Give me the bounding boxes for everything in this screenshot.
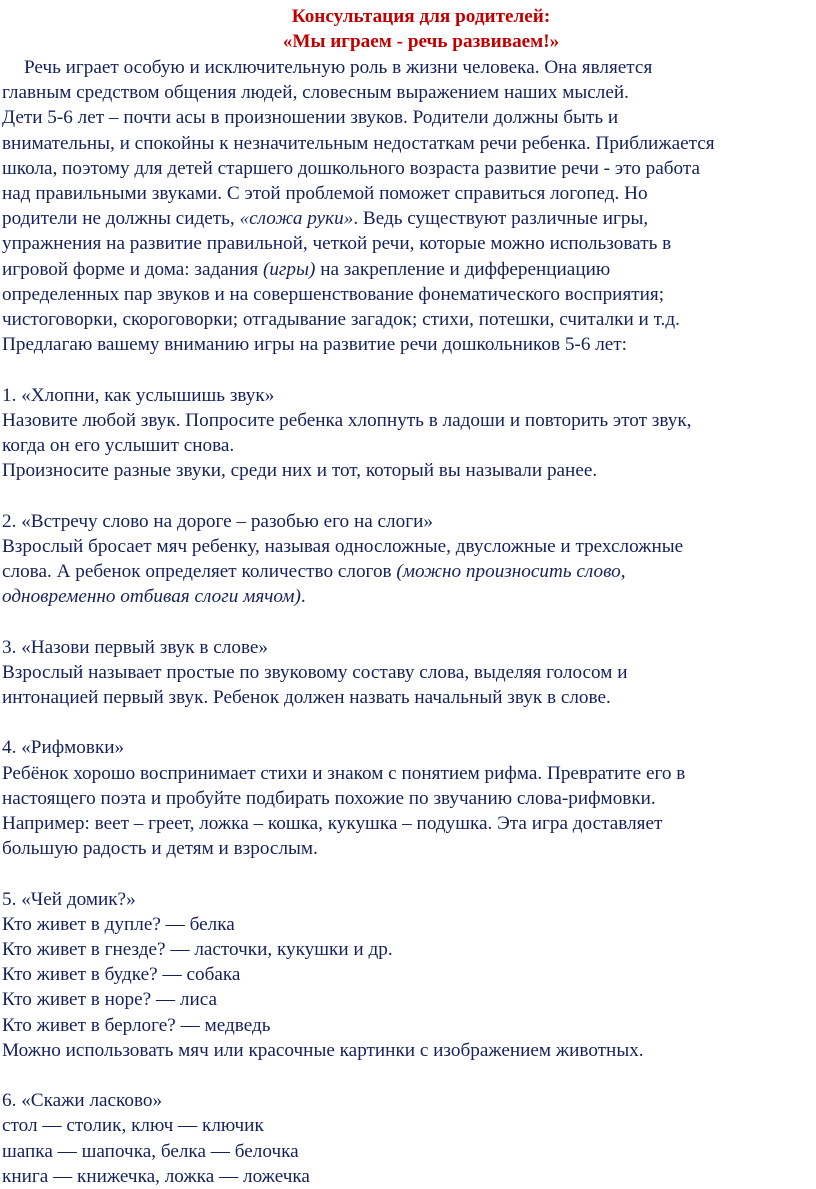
game-line: Можно использовать мяч или красочные картинки с изображением животных. bbox=[2, 1039, 644, 1061]
spacer bbox=[2, 357, 812, 382]
game-heading: 6. «Скажи ласково» bbox=[2, 1090, 163, 1112]
game-line bbox=[2, 559, 812, 584]
game-italic-note: (можно произносить слово, bbox=[396, 561, 626, 583]
intro-line: Предлагаю вашему вниманию игры на развитие речи дошкольников 5-6 лет: bbox=[2, 334, 628, 356]
game-line: Произносите разные звуки, среди них и тот, который вы называли ранее. bbox=[2, 460, 598, 482]
game-line: настоящего поэта и пробуйте подбирать похожие по звучанию слова-рифмовки. bbox=[2, 787, 656, 809]
game-heading: 4. «Рифмовки» bbox=[2, 737, 125, 759]
document-title bbox=[2, 4, 812, 54]
intro-line: Речь играет особую и исключительную роль в жизни человека. Она является bbox=[24, 57, 653, 78]
game-line: Взрослый бросает мяч ребенку, называя односложные, двусложные и трехсложные bbox=[2, 535, 684, 557]
intro-text: родители не должны сидеть, bbox=[2, 208, 240, 230]
spacer bbox=[2, 483, 812, 508]
game-text: слова. А ребенок определяет количество слогов bbox=[2, 561, 397, 583]
intro-line bbox=[2, 206, 812, 231]
game-heading: 2. «Встречу слово на дороге – разобью его на слоги» bbox=[2, 510, 433, 532]
game-line: Кто живет в гнезде? — ласточки, кукушки и др. bbox=[2, 939, 393, 961]
game-section-4 bbox=[2, 735, 812, 861]
game-line: шапка — шапочка, белка — белочка bbox=[2, 1140, 299, 1162]
game-line bbox=[2, 584, 812, 609]
intro-line: определенных пар звуков и на совершенствование фонематического восприятия; bbox=[2, 283, 665, 305]
intro-paragraph bbox=[2, 54, 812, 357]
game-line: Кто живет в берлоге? — медведь bbox=[2, 1014, 271, 1036]
intro-text: игровой форме и дома: задания bbox=[2, 258, 263, 280]
game-section-3 bbox=[2, 635, 812, 711]
intro-line: главным средством общения людей, словесным выражением наших мыслей. bbox=[2, 82, 629, 104]
intro-italic-phrase: «сложа руки» bbox=[239, 208, 354, 230]
intro-text: . Ведь существуют различные игры, bbox=[353, 208, 649, 230]
title-line-1: Консультация для родителей: bbox=[291, 6, 551, 27]
game-section-2 bbox=[2, 509, 812, 610]
game-text: . bbox=[300, 586, 306, 608]
game-line: Взрослый называет простые по звуковому составу слова, выделяя голосом и bbox=[2, 661, 628, 683]
game-line: Кто живет в будке? — собака bbox=[2, 964, 241, 986]
spacer bbox=[2, 1063, 812, 1088]
game-line: книга — книжечка, ложка — ложечка bbox=[2, 1165, 310, 1187]
spacer bbox=[2, 710, 812, 735]
title-line-2: «Мы играем - речь развиваем!» bbox=[282, 31, 560, 52]
game-section-6 bbox=[2, 1088, 812, 1189]
game-line: большую радость и детям и взрослым. bbox=[2, 838, 318, 860]
intro-line: чистоговорки, скороговорки; отгадывание загадок; стихи, потешки, считалки и т.д. bbox=[2, 309, 680, 331]
game-section-1 bbox=[2, 383, 812, 484]
intro-line: упражнения на развитие правильной, четкой речи, которые можно использовать в bbox=[2, 233, 672, 255]
game-heading: 1. «Хлопни, как услышишь звук» bbox=[2, 384, 275, 406]
intro-line: школа, поэтому для детей старшего дошкольного возраста развитие речи - это работа bbox=[2, 157, 700, 179]
game-section-5 bbox=[2, 887, 812, 1063]
intro-text: на закрепление и дифференциацию bbox=[315, 258, 611, 280]
game-heading: 3. «Назови первый звук в слове» bbox=[2, 636, 269, 658]
intro-line: Дети 5-6 лет – почти асы в произношении звуков. Родители должны быть и bbox=[2, 107, 619, 129]
spacer bbox=[2, 861, 812, 886]
game-line: когда он его услышит снова. bbox=[2, 435, 235, 457]
game-line: Кто живет в дупле? — белка bbox=[2, 913, 235, 935]
intro-italic-phrase: (игры) bbox=[262, 258, 316, 280]
game-line: Кто живет в норе? — лиса bbox=[2, 989, 217, 1011]
game-line: стол — столик, ключ — ключик bbox=[2, 1115, 264, 1137]
spacer bbox=[2, 609, 812, 634]
intro-line: внимательны, и спокойны к незначительным недостаткам речи ребенка. Приближается bbox=[2, 132, 715, 154]
intro-line: над правильными звуками. С этой проблемой поможет справиться логопед. Но bbox=[2, 183, 648, 205]
game-line: интонацией первый звук. Ребенок должен назвать начальный звук в слове. bbox=[2, 687, 611, 709]
intro-line bbox=[2, 257, 812, 282]
game-line: Например: веет – греет, ложка – кошка, кукушка – подушка. Эта игра доставляет bbox=[2, 813, 663, 835]
game-italic-note: одновременно отбивая слоги мячом) bbox=[2, 586, 301, 608]
game-heading: 5. «Чей домик?» bbox=[2, 888, 136, 910]
game-line: Назовите любой звук. Попросите ребенка хлопнуть в ладоши и повторить этот звук, bbox=[2, 409, 692, 431]
game-line: Ребёнок хорошо воспринимает стихи и знаком с понятием рифма. Превратите его в bbox=[2, 762, 686, 784]
